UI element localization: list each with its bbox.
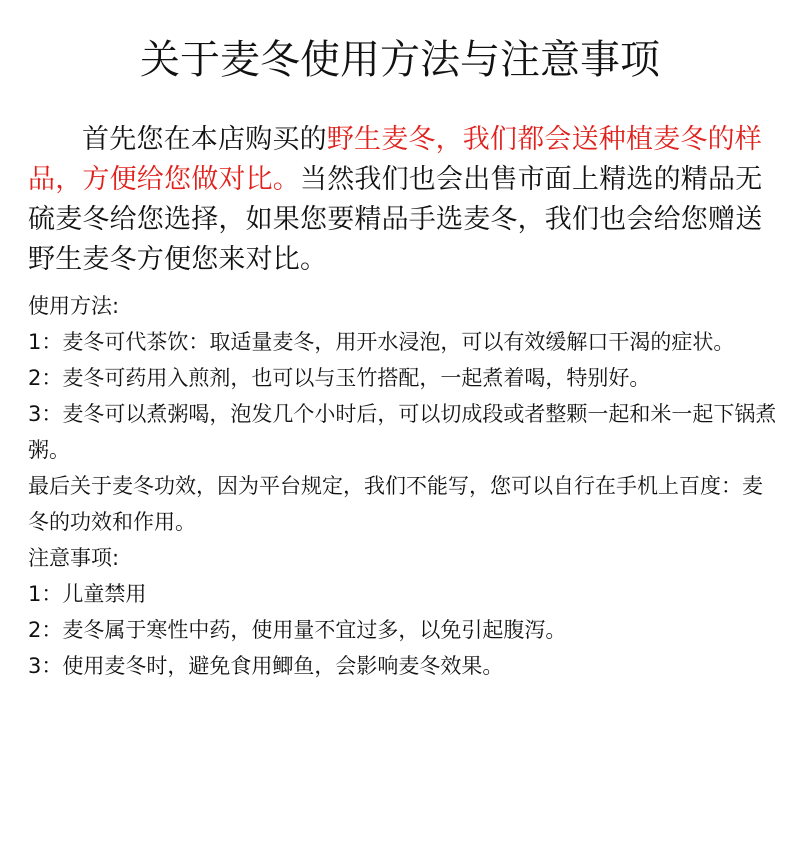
cautions-heading: 注意事项:	[28, 546, 120, 570]
caution-item-1: 1：儿童禁用	[28, 582, 147, 606]
caution-item-2: 2：麦冬属于寒性中药，使用量不宜过多，以免引起腹泻。	[28, 618, 567, 642]
intro-text-part1: 首先您在本店购买的	[82, 124, 327, 155]
intro-text-part2: 当然我们也会出售市面上精选的精品无硫麦冬给您选择，如果您要精品手选麦冬，我们也会给您赠送野生麦冬方便您来对比。	[28, 164, 763, 275]
usage-item-2: 2：麦冬可药用入煎剂，也可以与玉竹搭配，一起煮着喝，特别好。	[28, 366, 651, 390]
efficacy-note: 最后关于麦冬功效，因为平台规定，我们不能写，您可以自行在手机上百度：麦冬的功效和作用。	[28, 474, 763, 534]
usage-heading: 使用方法:	[28, 294, 120, 318]
usage-item-1: 1：麦冬可代茶饮：取适量麦冬，用开水浸泡，可以有效缓解口干渴的症状。	[28, 330, 735, 354]
page-title: 关于麦冬使用方法与注意事项	[140, 37, 660, 83]
intro-paragraph	[28, 120, 778, 280]
usage-item-3: 3：麦冬可以煮粥喝，泡发几个小时后，可以切成段或者整颗一起和米一起下锅煮粥。	[28, 402, 777, 462]
intro-highlight-text: 野生麦冬，我们都会送种植麦冬的样品，方便给您做对比。	[28, 124, 763, 195]
caution-item-3: 3：使用麦冬时，避免食用鲫鱼，会影响麦冬效果。	[28, 654, 504, 678]
content-body	[28, 288, 778, 684]
